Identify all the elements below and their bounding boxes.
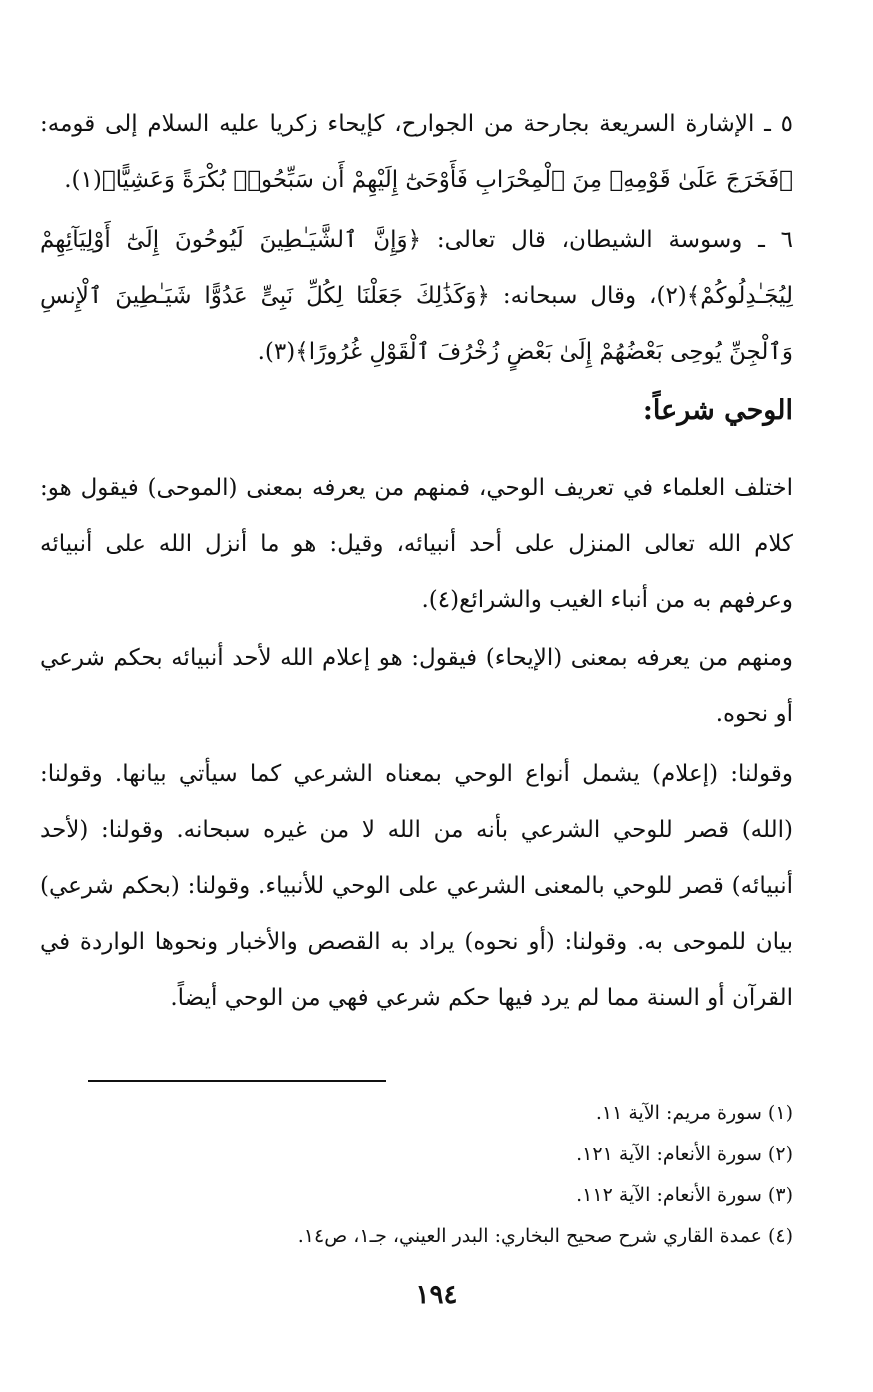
footnote-divider xyxy=(88,1080,386,1082)
paragraph-item-6: ٦ ـ وسوسة الشيطان، قال تعالى: ﴿وَإِنَّ ٱلشَّيَـٰطِينَ لَيُوحُونَ إِلَىٰٓ أَوْلِيَآئِهِمْ لِيُجَـٰدِلُوكُمْ﴾(٢)، وقال سبحانه: ﴿وَكَذَٰلِكَ جَعَلْنَا لِكُلِّ نَبِىٍّ عَدُوًّا شَيَـٰطِينَ ٱلْإِنسِ وَٱلْجِنِّ يُوحِى بَعْضُهُمْ إِلَىٰ بَعْضٍ زُخْرُفَ ٱلْقَوْلِ غُرُورًا﴾(٣). xyxy=(40,227,793,365)
footnote-3: (٣) سورة الأنعام: الآية ١١٢. xyxy=(576,1184,793,1206)
footnote-1: (١) سورة مريم: الآية ١١. xyxy=(595,1102,793,1124)
footnote-4: (٤) عمدة القاري شرح صحيح البخاري: البدر العيني، جـ١، ص١٤. xyxy=(297,1225,793,1247)
paragraph-item-5: ٥ ـ الإشارة السريعة بجارحة من الجوارح، كإيحاء زكريا عليه السلام إلى قومه: ﴿فَخَرَجَ عَلَىٰ قَوْمِهِۦ مِنَ ٱلْمِحْرَابِ فَأَوْحَىٰٓ إِلَيْهِمْ أَن سَبِّحُوا۟ بُكْرَةً وَعَشِيًّا﴾(١). xyxy=(40,111,793,193)
paragraph-definition-1: اختلف العلماء في تعريف الوحي، فمنهم من يعرفه بمعنى (الموحى) فيقول هو: كلام الله تعالى المنزل على أحد أنبيائه، وقيل: هو ما أنزل الله على أنبيائه وعرفهم به من أنباء الغيب والشرائع(٤). xyxy=(40,475,793,613)
footnote-2: (٢) سورة الأنعام: الآية ١٢١. xyxy=(576,1143,793,1165)
paragraph-explanation: وقولنا: (إعلام) يشمل أنواع الوحي بمعناه الشرعي كما سيأتي بيانها. وقولنا: (الله) قصر للوحي الشرعي بأنه من الله لا من غيره سبحانه. وقولنا: (لأحد أنبيائه) قصر للوحي بالمعنى الشرعي على الوحي للأنبياء. وقولنا: (بحكم شرعي) بيان للموحى به. وقولنا: (أو نحوه) يراد به القصص والأخبار ونحوها الواردة في القرآن أو السنة مما لم يرد فيها حكم شرعي فهي من الوحي أيضاً. xyxy=(40,761,793,1011)
paragraph-definition-2: ومنهم من يعرفه بمعنى (الإيحاء) فيقول: هو إعلام الله لأحد أنبيائه بحكم شرعي أو نحوه. xyxy=(40,645,793,727)
section-heading: الوحي شرعاً: xyxy=(642,395,793,426)
page-number: ١٩٤ xyxy=(415,1280,458,1310)
